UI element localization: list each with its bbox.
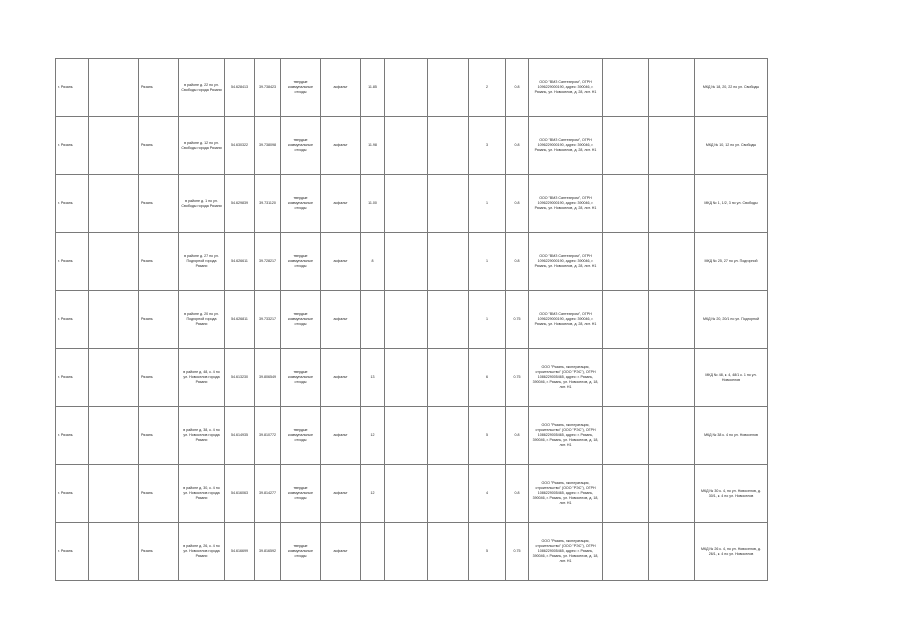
table-cell: 1 — [469, 233, 506, 291]
table-cell: МКД № 26 к. 4, по ул. Новоселов, д. 26/1, к. 4 по ул. Новоселов — [695, 523, 768, 581]
table-cell: 12 — [361, 407, 385, 465]
table-cell — [649, 175, 695, 233]
table-cell — [385, 59, 428, 117]
table-cell: 6 — [469, 349, 506, 407]
table-cell: 39.733217 — [255, 291, 281, 349]
table-cell: твердые коммунальные отходы — [281, 175, 321, 233]
table-cell: 54.616699 — [225, 523, 255, 581]
table-cell: 54.630322 — [225, 117, 255, 175]
table-cell: МКД № 20, 20/1 по ул. Подгорной — [695, 291, 768, 349]
table-cell — [89, 407, 139, 465]
table-cell: МКД № 38 к. 4 по ул. Новоселов — [695, 407, 768, 465]
table-cell: асфальт — [321, 291, 361, 349]
table-cell: асфальт — [321, 349, 361, 407]
table-cell — [428, 59, 469, 117]
table-cell: МКД № 18, 20, 22 по ул. Свободы — [695, 59, 768, 117]
table-cell: 0.75 — [506, 349, 529, 407]
table-cell: 3 — [469, 117, 506, 175]
table-cell: МКД № 48, к. 4, 48/1 к. 1 по ул. Новоселов — [695, 349, 768, 407]
table-cell: МКД № 25, 27 по ул. Подгорной — [695, 233, 768, 291]
table-cell — [649, 349, 695, 407]
table-cell: 13 — [361, 349, 385, 407]
table-cell: асфальт — [321, 523, 361, 581]
table-cell — [428, 117, 469, 175]
table-cell: 39.738423 — [255, 59, 281, 117]
table-cell: 54.614935 — [225, 407, 255, 465]
table-cell — [428, 465, 469, 523]
table-cell: 5 — [469, 523, 506, 581]
table-cell — [89, 291, 139, 349]
table-cell — [603, 349, 649, 407]
table-cell: 0.75 — [506, 291, 529, 349]
table-cell: 54.616063 — [225, 465, 255, 523]
table-cell — [649, 117, 695, 175]
table-cell: Рязань — [139, 233, 179, 291]
table-cell: ООО "ВМЗ Сантехпром", ОГРН 1096229000190, адрес: 390046, г. Рязань, ул. Новоселов, д. 28, лит. Н1 — [529, 291, 603, 349]
table-cell: Рязань — [139, 407, 179, 465]
table-cell: Рязань — [139, 117, 179, 175]
table-row — [56, 233, 768, 291]
table-cell: 11.85 — [361, 59, 385, 117]
table-cell: в районе д. 27 по ул. Подгорной города Рязани — [179, 233, 225, 291]
table-cell: 0.75 — [506, 523, 529, 581]
table-cell — [385, 523, 428, 581]
table-cell: 11.98 — [361, 117, 385, 175]
table-cell: в районе д. 20 по ул. Подгорной города Рязани — [179, 291, 225, 349]
table-cell — [385, 407, 428, 465]
table-cell: МКД № 1, 1/2, 3 по ул. Свободы — [695, 175, 768, 233]
table-cell — [89, 233, 139, 291]
table-row — [56, 117, 768, 175]
table-cell — [89, 465, 139, 523]
table-cell — [603, 59, 649, 117]
table-cell — [649, 233, 695, 291]
table-cell: асфальт — [321, 465, 361, 523]
table-cell: твердые коммунальные отходы — [281, 59, 321, 117]
registry-table — [55, 58, 768, 581]
table-cell — [649, 407, 695, 465]
table-cell — [385, 233, 428, 291]
table-cell: в районе д. 48, к. 4 по ул. Новоселов города Рязани — [179, 349, 225, 407]
table-cell: ООО "Рязань, эксплуатация, строительство" (ООО "РЭС"), ОГРН 1086229005465, адрес: г. Рязань, 390046, г. Рязань, ул. Новоселов, д. 18, лит. Н1 — [529, 523, 603, 581]
table-cell: 0.8 — [506, 465, 529, 523]
table-cell: 54.626611 — [225, 233, 255, 291]
table-cell — [649, 291, 695, 349]
table-cell: г. Рязань — [56, 523, 89, 581]
table-cell: 8 — [361, 233, 385, 291]
table-cell — [385, 175, 428, 233]
table-cell: 0.8 — [506, 175, 529, 233]
table-cell — [89, 117, 139, 175]
table-cell: Рязань — [139, 291, 179, 349]
table-cell: 39.731120 — [255, 175, 281, 233]
table-cell: 0.8 — [506, 59, 529, 117]
table-cell — [385, 349, 428, 407]
table-cell: г. Рязань — [56, 59, 89, 117]
table-cell: твердые коммунальные отходы — [281, 349, 321, 407]
table-cell — [649, 465, 695, 523]
table-cell — [428, 175, 469, 233]
table-cell: 4 — [469, 465, 506, 523]
table-cell: 12 — [361, 465, 385, 523]
table-cell — [428, 349, 469, 407]
table-cell: г. Рязань — [56, 407, 89, 465]
table-cell: 39.814277 — [255, 465, 281, 523]
table-cell: Рязань — [139, 175, 179, 233]
table-cell: 54.629839 — [225, 175, 255, 233]
table-cell — [428, 291, 469, 349]
table-cell — [89, 349, 139, 407]
table-cell — [603, 465, 649, 523]
table-cell: асфальт — [321, 117, 361, 175]
table-cell — [89, 59, 139, 117]
table-cell — [603, 291, 649, 349]
table-cell: в районе д. 30, к. 4 по ул. Новоселов города Рязани — [179, 465, 225, 523]
table-cell: Рязань — [139, 59, 179, 117]
table-cell: асфальт — [321, 407, 361, 465]
table-cell: 54.626811 — [225, 291, 255, 349]
table-cell — [649, 59, 695, 117]
table-cell: 5 — [469, 407, 506, 465]
table-cell: ООО "Рязань, эксплуатация, строительство" (ООО "РЭС"), ОГРН 1086229005465, адрес: г. Рязань, 390046, г. Рязань, ул. Новоселов, д. 18, лит. Н1 — [529, 465, 603, 523]
table-cell: 39.738098 — [255, 117, 281, 175]
table-cell — [603, 175, 649, 233]
table-cell: 2 — [469, 59, 506, 117]
table-cell: асфальт — [321, 233, 361, 291]
table-row — [56, 291, 768, 349]
table-cell — [428, 407, 469, 465]
table-cell: твердые коммунальные отходы — [281, 465, 321, 523]
table-cell: 1 — [469, 175, 506, 233]
table-cell: г. Рязань — [56, 175, 89, 233]
table-cell: ООО "Рязань, эксплуатация, строительство" (ООО "РЭС"), ОГРН 1086229005465, адрес: г. Рязань, 390046, г. Рязань, ул. Новоселов, д. 18, лит. Н1 — [529, 407, 603, 465]
table-cell: в районе д. 22 по ул. Свободы города Рязани — [179, 59, 225, 117]
table-cell: 39.728217 — [255, 233, 281, 291]
table-cell: твердые коммунальные отходы — [281, 407, 321, 465]
table-cell — [89, 175, 139, 233]
table-cell — [385, 291, 428, 349]
table-cell: 0.8 — [506, 117, 529, 175]
table-cell: 54.628413 — [225, 59, 255, 117]
table-cell: твердые коммунальные отходы — [281, 233, 321, 291]
table-cell: 0.8 — [506, 407, 529, 465]
table-cell: в районе д. 1 по ул. Свободы города Рязани — [179, 175, 225, 233]
table-row — [56, 349, 768, 407]
table-cell: г. Рязань — [56, 233, 89, 291]
table-cell: МКД № 30 к. 4, по ул. Новоселов, д. 30/1, к. 4 по ул. Новоселов — [695, 465, 768, 523]
table-cell: Рязань — [139, 465, 179, 523]
table-cell: в районе д. 26, к. 4 по ул. Новоселов города Рязани — [179, 523, 225, 581]
table-cell — [361, 291, 385, 349]
table-cell: твердые коммунальные отходы — [281, 117, 321, 175]
table-cell: Рязань — [139, 349, 179, 407]
table-cell: асфальт — [321, 59, 361, 117]
table-cell — [385, 117, 428, 175]
table-cell: МКД № 10, 12 по ул. Свободы — [695, 117, 768, 175]
table-cell: в районе д. 12 по ул. Свободы города Рязани — [179, 117, 225, 175]
table-cell: 39.806549 — [255, 349, 281, 407]
table-cell — [603, 117, 649, 175]
table-row — [56, 59, 768, 117]
table-cell: г. Рязань — [56, 465, 89, 523]
table-cell: ООО "ВМЗ Сантехпром", ОГРН 1096229000190, адрес: 390046, г. Рязань, ул. Новоселов, д. 28, лит. Н1 — [529, 175, 603, 233]
table-cell: 39.810772 — [255, 407, 281, 465]
table-cell: ООО "ВМЗ Сантехпром", ОГРН 1096229000190, адрес: 390046, г. Рязань, ул. Новоселов, д. 28, лит. Н1 — [529, 233, 603, 291]
table-cell — [603, 523, 649, 581]
table-cell: 11.00 — [361, 175, 385, 233]
table-cell: ООО "ВМЗ Сантехпром", ОГРН 1096229000190, адрес: 390046, г. Рязань, ул. Новоселов, д. 28, лит. Н1 — [529, 59, 603, 117]
table-cell: ООО "Рязань, эксплуатация, строительство" (ООО "РЭС"), ОГРН 1086229005465, адрес: г. Рязань, 390046, г. Рязань, ул. Новоселов, д. 18, лит. Н1 — [529, 349, 603, 407]
table-row — [56, 465, 768, 523]
table-cell: асфальт — [321, 175, 361, 233]
table-cell: г. Рязань — [56, 349, 89, 407]
table-cell — [649, 523, 695, 581]
table-cell: г. Рязань — [56, 291, 89, 349]
table-cell: в районе д. 38, к. 4 по ул. Новоселов города Рязани — [179, 407, 225, 465]
table-cell: 0.8 — [506, 233, 529, 291]
table-cell: твердые коммунальные отходы — [281, 291, 321, 349]
table-cell — [603, 233, 649, 291]
table-cell — [603, 407, 649, 465]
table-row — [56, 175, 768, 233]
table-cell — [385, 465, 428, 523]
table-cell — [428, 233, 469, 291]
table-cell — [361, 523, 385, 581]
table-cell: Рязань — [139, 523, 179, 581]
table-cell: твердые коммунальные отходы — [281, 523, 321, 581]
table-row — [56, 523, 768, 581]
table-cell: 1 — [469, 291, 506, 349]
table-row — [56, 407, 768, 465]
table-cell — [89, 523, 139, 581]
table-cell: 54.613230 — [225, 349, 255, 407]
table-cell: г. Рязань — [56, 117, 89, 175]
table-cell: 39.816592 — [255, 523, 281, 581]
table-cell: ООО "ВМЗ Сантехпром", ОГРН 1096229000190, адрес: 390046, г. Рязань, ул. Новоселов, д. 28, лит. Н1 — [529, 117, 603, 175]
table-cell — [428, 523, 469, 581]
